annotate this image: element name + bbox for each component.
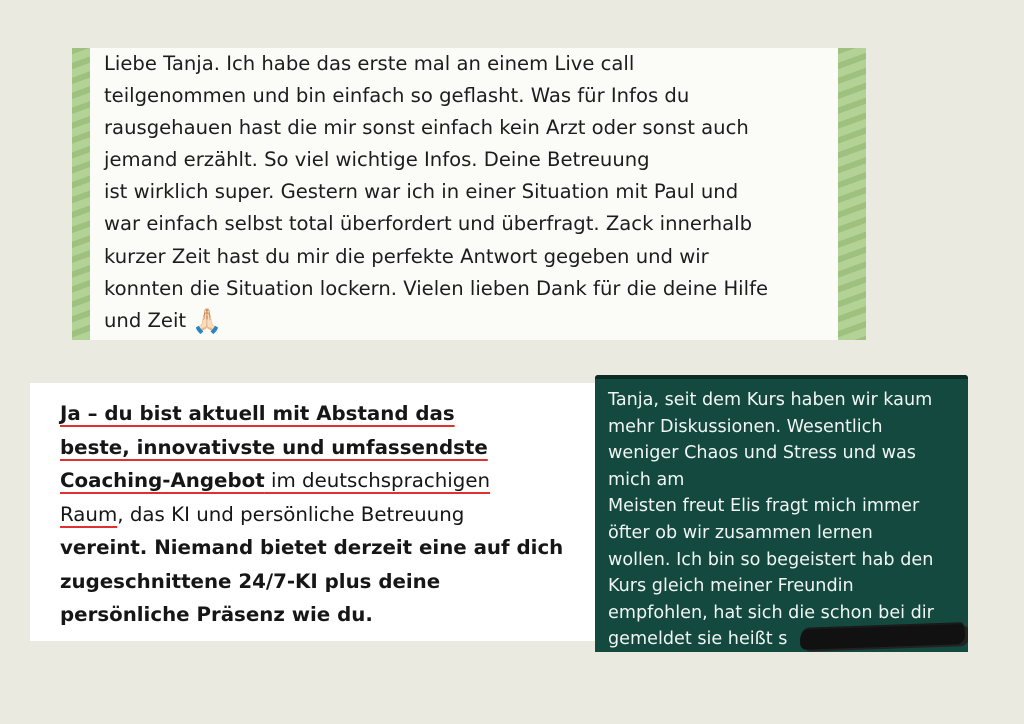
testimonial-card-2 (30, 383, 596, 641)
answer-line: zugeschnittene 24/7-KI plus deine (60, 569, 441, 593)
chat-wallpaper-left (72, 48, 90, 340)
message-line: kurzer Zeit hast du mir die perfekte Antwort gegeben und wir (104, 244, 709, 268)
testimonial-card-3 (595, 375, 968, 652)
message-line: Liebe Tanja. Ich habe das erste mal an einem Live call (104, 52, 635, 75)
answer-line-text: Ja – du bist aktuell mit Abstand das (60, 402, 455, 425)
answer-line (60, 464, 588, 498)
message-line: mehr Diskussionen. Wesentlich (608, 416, 883, 437)
answer-line (60, 431, 588, 465)
card-top-edge (595, 375, 968, 379)
message-line: öfter ob wir zusammen lernen (608, 522, 873, 543)
message-line: rausgehauen hast die mir sonst einfach kein Arzt oder sonst auch (104, 116, 749, 140)
answer-line (60, 397, 588, 431)
message-line: weniger Chaos und Stress und was (608, 443, 916, 464)
message-line: teilgenommen und bin einfach so geflasht. Was für Infos du (104, 84, 690, 108)
message-line: konnten die Situation lockern. Vielen lieben Dank für die deine Hilfe (104, 276, 769, 300)
message-line: Meisten freut Elis fragt mich immer (608, 496, 920, 517)
answer-line: persönliche Präsenz wie du. (60, 603, 373, 626)
message-text (104, 48, 828, 337)
answer-text (60, 397, 588, 632)
answer-line-raum: Raum (60, 502, 118, 526)
message-line: war einfach selbst total überfordert und überfragt. Zack innerhalb (104, 212, 753, 236)
testimonial-card-1 (72, 48, 866, 340)
answer-line (60, 498, 588, 532)
message-line: wollen. Ich bin so begeistert hab den (608, 549, 934, 570)
answer-line-bold: Coaching-Angebot (60, 469, 265, 492)
message-line-text: und Zeit (104, 308, 187, 332)
folded-hands-icon: 🙏🏻 (192, 306, 222, 335)
message-bubble (90, 48, 838, 340)
answer-line-text: im deutschsprachigen (264, 469, 491, 492)
message-line: Kurs gleich meiner Freundin (608, 576, 854, 597)
chat-wallpaper-right (838, 48, 866, 340)
message-line: mich am (608, 469, 685, 490)
message-line-last (104, 305, 828, 337)
message-line: gemeldet sie heißt s (608, 629, 788, 650)
message-line: ist wirklich super. Gestern war ich in einer Situation mit Paul und (104, 180, 739, 204)
answer-line: vereint. Niemand bietet derzeit eine auf dich (60, 536, 564, 559)
message-line: empfohlen, hat sich die schon bei dir (608, 602, 934, 623)
answer-line-text: , das KI und persönliche Betreuung (117, 502, 465, 526)
answer-line-text: beste, innovativste und umfassendste (60, 435, 488, 459)
message-line: Tanja, seit dem Kurs haben wir kaum (608, 390, 933, 410)
message-text (608, 387, 964, 652)
message-line: jemand erzählt. So viel wichtige Infos. Deine Betreuung (104, 148, 650, 172)
